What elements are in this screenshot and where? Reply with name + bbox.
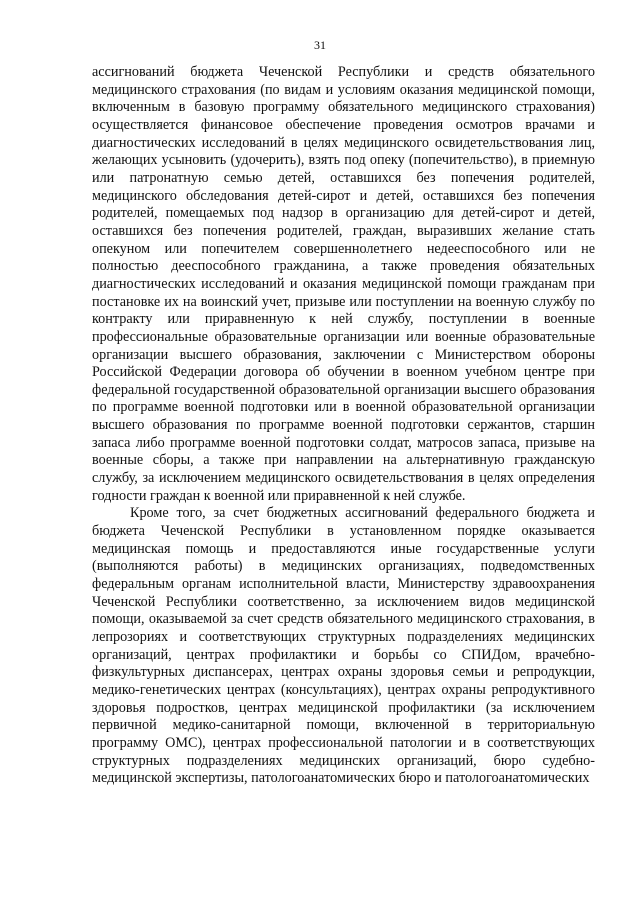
paragraph-1: ассигнований бюджета Чеченской Республики и средств обязательного медицинского страхования (по видам и условиям оказания медицинской помощи, включенным в базовую программу обязательного медицинского страхования) осуществляется финансовое обеспечение проведения осмотров врачами и диагностических исследований в целях медицинского освидетельствования лиц, желающих усыновить (удочерить), взять под опеку (попечительство), в приемную или патронатную семью детей, оставшихся без попечения родителей, медицинского обследования детей-сирот и детей, оставшихся без попечения родителей, помещаемых под надзор в организацию для детей-сирот и детей, оставшихся без попечения родителей, граждан, выразивших желание стать опекуном или попечителем совершеннолетнего недееспособного или не полностью дееспособного гражданина, а также проведения обязательных диагностических исследований и оказания медицинской помощи гражданам при постановке их на воинский учет, призыве или поступлении на военную службу по контракту или приравненную к ней службу, поступлении в военные профессиональные образовательные организации или военные образовательные организации высшего образования, заключении с Министерством обороны Российской Федерации договора об обучении в военном учебном центре при федеральной государственной образовательной организации высшего образования по программе военной подготовки или в военной образовательной организации высшего образования по программе военной подготовки сержантов, старшин запаса либо программе военной подготовки солдат, матросов запаса, призыве на военные сборы, а также при направлении на альтернативную гражданскую службу, за исключением медицинского освидетельствования в целях определения годности граждан к военной или приравненной к ней службе. <box>92 64 595 504</box>
document-body <box>92 64 595 788</box>
paragraph-2: Кроме того, за счет бюджетных ассигнований федерального бюджета и бюджета Чеченской Республики в установленном порядке оказывается медицинская помощь и предоставляются иные государственные услуги (выполняются работы) в медицинских организациях, подведомственных федеральным органам исполнительной власти, Министерству здравоохранения Чеченской Республики соответственно, за исключением видов медицинской помощи, оказываемой за счет средств обязательного медицинского страхования, в лепрозориях и соответствующих структурных подразделениях медицинских организаций, центрах профилактики и борьбы со СПИДом, врачебно-физкультурных диспансерах, центрах охраны здоровья семьи и репродукции, медико-генетических центрах (консультациях), центрах охраны репродуктивного здоровья подростков, центрах медицинской профилактики (за исключением первичной медико-санитарной помощи, включенной в территориальную программу ОМС), центрах профессиональной патологии и в соответствующих структурных подразделениях медицинских организаций, бюро судебно-медицинской экспертизы, патологоанатомических бюро и патологоанатомических <box>92 505 595 787</box>
page-number: 31 <box>314 38 326 52</box>
